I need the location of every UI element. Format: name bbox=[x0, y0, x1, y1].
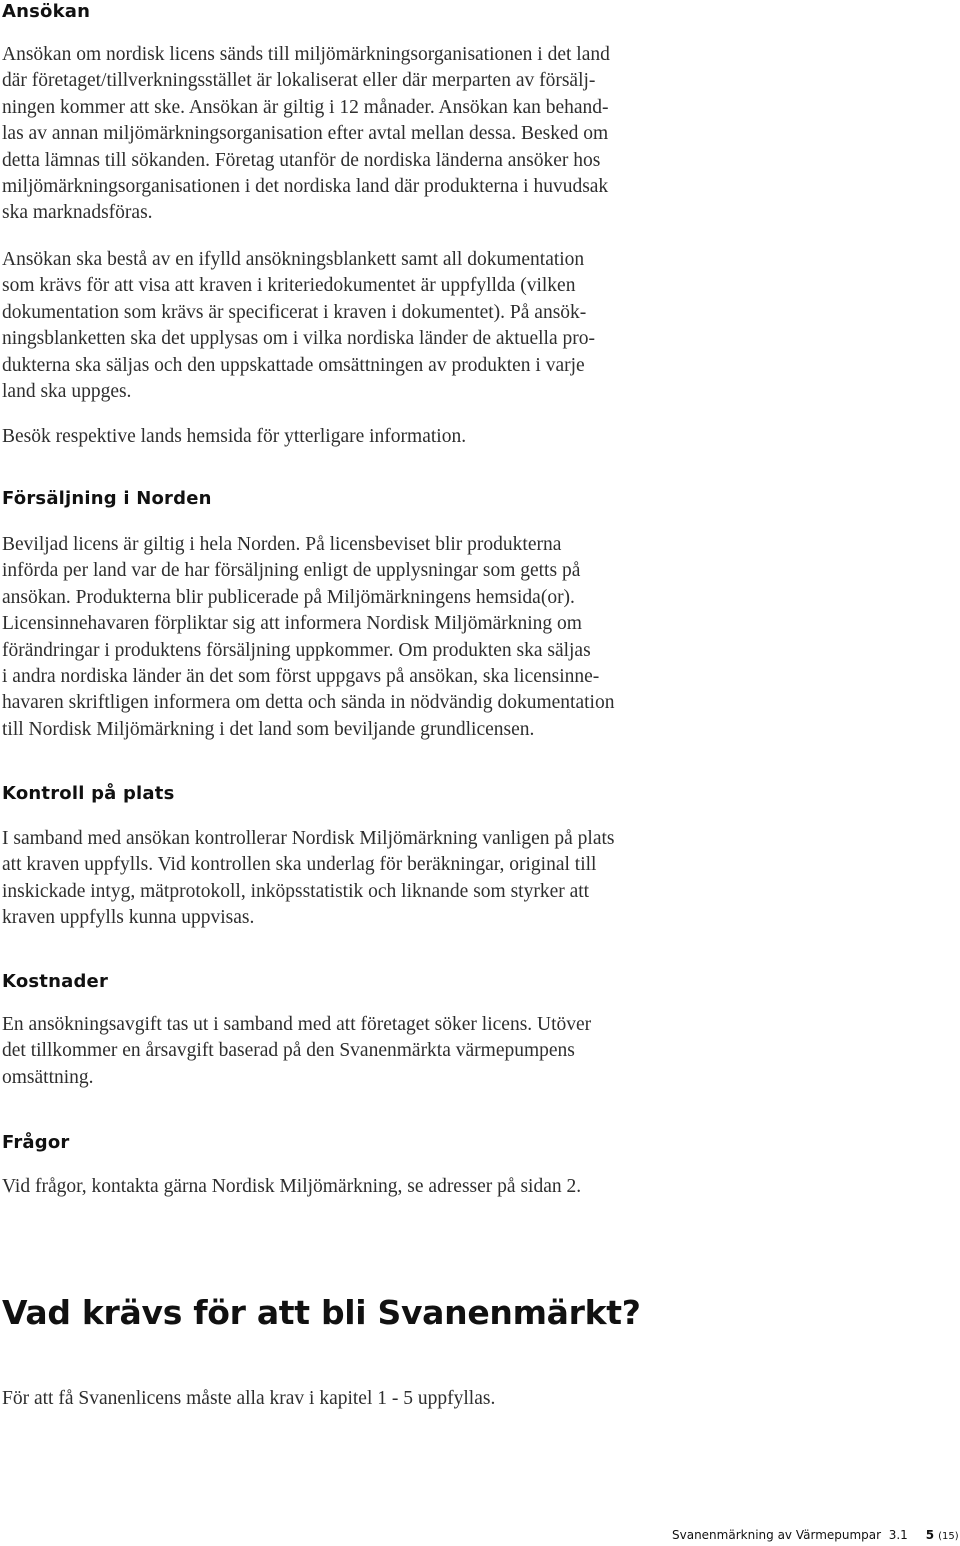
text-line: till Nordisk Miljömärkning i det land som beviljande grundlicensen. bbox=[2, 718, 535, 740]
page-total: (15) bbox=[938, 1531, 959, 1542]
paragraph bbox=[2, 42, 610, 227]
text-line: ansökan. Produkterna blir publicerade på Miljömärkningens hemsida(or). bbox=[2, 586, 575, 608]
text-line: ningen kommer att ske. Ansökan är giltig i 12 månader. Ansökan kan behand- bbox=[2, 96, 609, 118]
text-line: detta lämnas till sökanden. Företag utanför de nordiska länderna ansöker hos bbox=[2, 149, 601, 171]
paragraph bbox=[2, 247, 595, 405]
text-line: Beviljad licens är giltig i hela Norden. På licensbeviset blir produkterna bbox=[2, 534, 562, 555]
paragraph bbox=[2, 1174, 581, 1200]
text-line: miljömärkningsorganisationen i det nordiska land där produkterna i huvudsak bbox=[2, 176, 609, 198]
paragraph bbox=[2, 1386, 495, 1412]
text-line: omsättning. bbox=[2, 1066, 94, 1088]
text-line: I samband med ansökan kontrollerar Nordisk Miljömärkning vanligen på plats bbox=[2, 828, 615, 849]
page-number: 5 bbox=[925, 1528, 935, 1542]
text-line: Vid frågor, kontakta gärna Nordisk Miljömärkning, se adresser på sidan 2. bbox=[2, 1176, 582, 1197]
text-line: Ansökan om nordisk licens sänds till miljömärkningsorganisationen i det land bbox=[2, 44, 610, 65]
paragraph bbox=[2, 424, 466, 450]
heading-ansokan: Ansökan bbox=[2, 1, 91, 22]
heading-kontroll: Kontroll på plats bbox=[2, 783, 175, 804]
text-line: där företaget/tillverkningsstället är lokaliserat eller där merparten av försälj- bbox=[2, 70, 596, 92]
text-line: land ska uppges. bbox=[2, 381, 132, 403]
text-line: Ansökan ska bestå av en ifylld ansökningsblankett samt all dokumentation bbox=[2, 249, 585, 270]
heading-vad-kravs: Vad krävs för att bli Svanenmärkt? bbox=[2, 1293, 641, 1332]
page-footer bbox=[672, 1527, 958, 1545]
text-line: det tillkommer en årsavgift baserad på den Svanenmärkta värmepumpens bbox=[2, 1040, 575, 1062]
text-line: som krävs för att visa att kraven i kriteriedokumentet är uppfyllda (vilken bbox=[2, 275, 576, 297]
text-line: las av annan miljömärkningsorganisation efter avtal mellan dessa. Besked om bbox=[2, 123, 609, 145]
text-line: dukterna ska säljas och den uppskattade omsättningen av produkten i varje bbox=[2, 354, 585, 376]
text-line: i andra nordiska länder än det som först uppgavs på ansökan, ska licensinne- bbox=[2, 666, 600, 688]
text-line: förändringar i produktens försäljning uppkommer. Om produkten ska säljas bbox=[2, 639, 591, 661]
text-line: För att få Svanenlicens måste alla krav i kapitel 1 - 5 uppfyllas. bbox=[2, 1388, 496, 1409]
heading-kostnader: Kostnader bbox=[2, 971, 109, 992]
text-line: dokumentation som krävs är specificerat i kraven i dokumentet). På ansök- bbox=[2, 301, 587, 323]
text-line: Besök respektive lands hemsida för ytterligare information. bbox=[2, 426, 467, 447]
footer-title: Svanenmärkning av Värmepumpar 3.1 bbox=[672, 1528, 908, 1542]
text-line: ska marknadsföras. bbox=[2, 202, 153, 224]
paragraph bbox=[2, 826, 615, 932]
text-line: att kraven uppfylls. Vid kontrollen ska underlag för beräkningar, original till bbox=[2, 854, 597, 876]
text-line: havaren skriftligen informera om detta och sända in nödvändig dokumentation bbox=[2, 692, 615, 714]
text-line: införda per land var de har försäljning enligt de upplysningar som getts på bbox=[2, 560, 581, 582]
text-line: ningsblanketten ska det upplysas om i vilka nordiska länder de aktuella pro- bbox=[2, 328, 595, 350]
text-line: kraven uppfylls kunna uppvisas. bbox=[2, 907, 255, 929]
paragraph bbox=[2, 532, 614, 743]
paragraph bbox=[2, 1012, 591, 1091]
heading-forsaljning: Försäljning i Norden bbox=[2, 488, 212, 509]
heading-fragor: Frågor bbox=[2, 1132, 70, 1153]
text-line: inskickade intyg, mätprotokoll, inköpsstatistik och liknande som styrker att bbox=[2, 880, 590, 902]
text-line: Licensinnehavaren förpliktar sig att informera Nordisk Miljömärkning om bbox=[2, 613, 582, 635]
text-line: En ansökningsavgift tas ut i samband med att företaget söker licens. Utöver bbox=[2, 1014, 592, 1035]
